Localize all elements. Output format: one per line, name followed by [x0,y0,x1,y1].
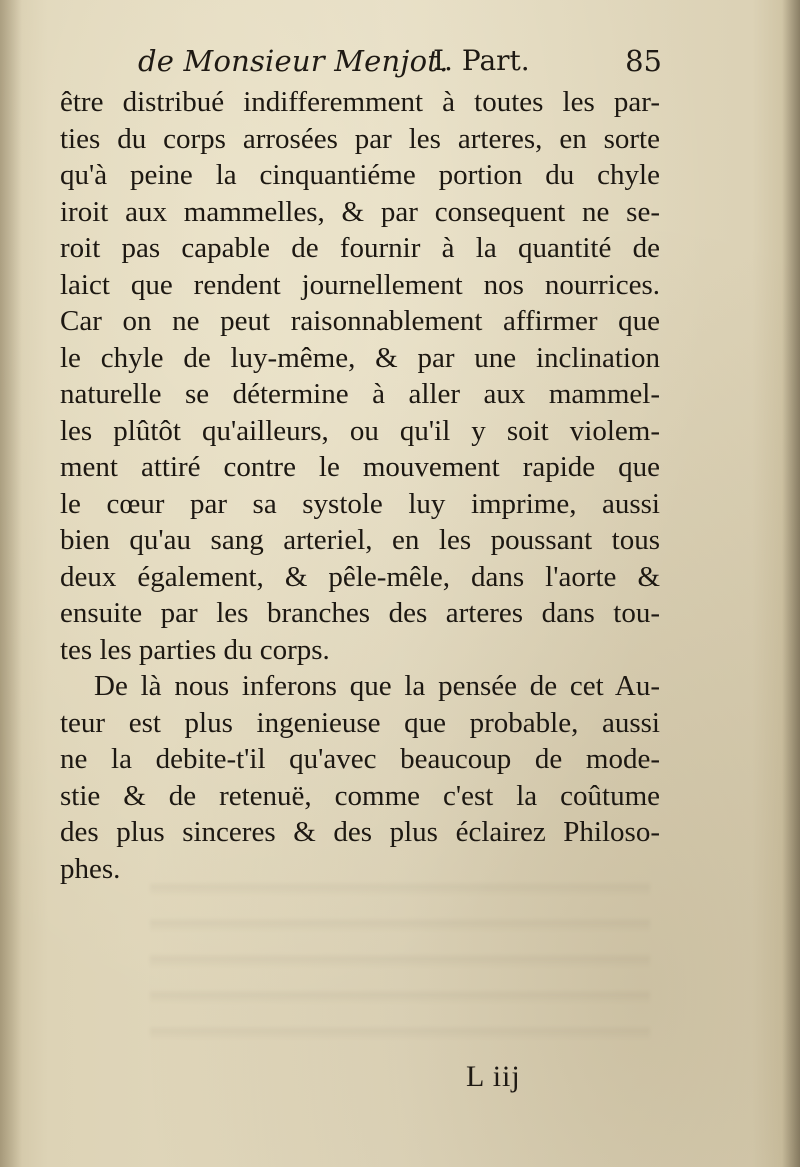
text-line: roit pas capable de fournir à la quantité de [60,232,660,264]
text-line: être distribué indifferemment à toutes les par- [60,86,660,118]
text-line: stie & de retenuë, comme c'est la coûtume [60,779,660,812]
show-through-texture [150,860,650,1040]
text-line: qu'à peine la cinquantiéme portion du chyle [60,159,660,191]
text-line: bien qu'au sang arteriel, en les poussant tous [60,524,660,556]
text-line: Car on ne peut raisonnablement affirmer que [60,305,660,337]
body-text [60,84,660,887]
running-title: de Monsieur Menjot. [138,44,449,78]
text-line: ne la debite-t'il qu'avec beaucoup de mode- [60,743,660,775]
part-label: I. Part. [433,44,530,77]
text-line: deux également, & pêle-mêle, dans l'aorte & [60,560,660,593]
text-line: naturelle se détermine à aller aux mammel- [60,378,660,410]
text-line: ment attiré contre le mouvement rapide que [60,451,660,483]
page-number: 85 [625,44,662,78]
text-line: iroit aux mammelles, & par consequent ne se- [60,195,660,228]
text-line: tes les parties du corps. [60,633,330,666]
text-line: teur est plus ingenieuse que probable, aussi [60,706,660,739]
signature-mark: L iij [466,1060,521,1093]
text-line: le cœur par sa systole luy imprime, aussi [60,487,660,520]
text-line: laict que rendent journellement nos nourrices. [60,268,660,301]
text-line: le chyle de luy-même, & par une inclination [60,341,660,374]
text-line: ensuite par les branches des arteres dans tou- [60,597,660,629]
text-line: les plûtôt qu'ailleurs, ou qu'il y soit violem- [60,414,660,447]
running-header [138,44,668,84]
text-line: ties du corps arrosées par les arteres, en sorte [60,122,660,155]
text-line: des plus sinceres & des plus éclairez Philoso- [60,816,660,848]
text-line: phes. [60,852,121,885]
text-line: De là nous inferons que la pensée de cet Au- [94,670,660,702]
